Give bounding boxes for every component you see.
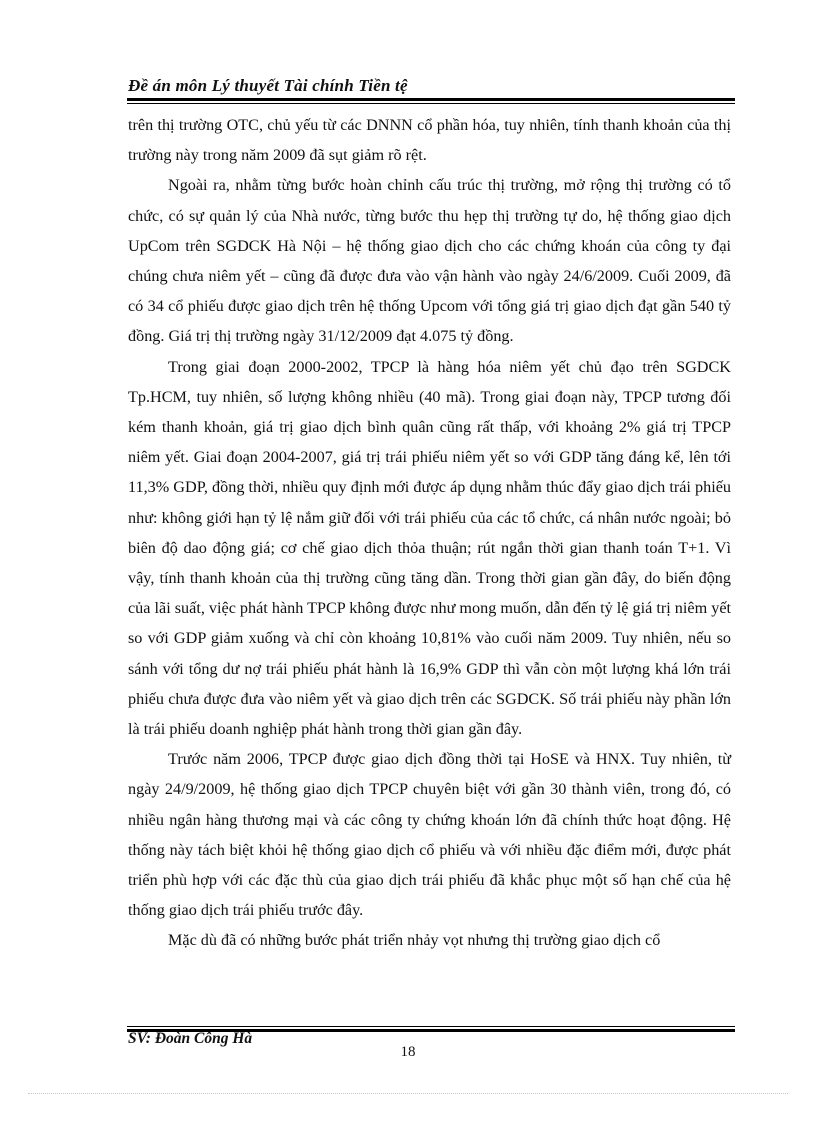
paragraph: trên thị trường OTC, chủ yếu từ các DNNN cổ phần hóa, tuy nhiên, tính thanh khoản của thị trường này trong năm 2009 đã sụt giảm rõ rệt. [128,116,731,165]
footer-rule-thin [127,1026,735,1027]
paragraph: Mặc dù đã có những bước phát triển nhảy vọt nhưng thị trường giao dịch cổ [168,931,661,950]
student-name: SV: Đoàn Công Hà [128,1030,253,1047]
header-rule-thin [127,103,735,104]
header-rule-thick [127,98,735,101]
paragraph: Ngoài ra, nhằm từng bước hoàn chỉnh cấu trúc thị trường, mở rộng thị trường có tổ chức, có sự quản lý của Nhà nước, từng bước thu hẹp thị trường tự do, hệ thống giao dịch UpCom trên SGDCK Hà Nội – hệ thống giao dịch cho các chứng khoán của công ty đại chúng chưa niêm yết – cũng đã được đưa vào vận hành vào ngày 24/6/2009. Cuối 2009, đã có 34 cổ phiếu được giao dịch trên hệ thống Upcom với tổng giá trị giao dịch đạt gần 540 tỷ đồng. Giá trị thị trường ngày 31/12/2009 đạt 4.075 tỷ đồng. [128,176,731,346]
paragraph: Trước năm 2006, TPCP được giao dịch đồng thời tại HoSE và HNX. Tuy nhiên, từ ngày 24/9/2009, hệ thống giao dịch TPCP chuyên biệt với gần 30 thành viên, trong đó, có nhiều ngân hàng thương mại và các công ty chứng khoán lớn đã chính thức hoạt động. Hệ thống này tách biệt khỏi hệ thống giao dịch cổ phiếu và với nhiều đặc điểm mới, được phát triển phù hợp với các đặc thù của giao dịch trái phiếu đã khắc phục một số hạn chế của hệ thống giao dịch trái phiếu trước đây. [128,750,731,920]
page-body [128,110,731,956]
document-title: Đề án môn Lý thuyết Tài chính Tiền tệ [128,76,408,95]
page-edge-divider [28,1093,788,1094]
page-number: 18 [400,1044,416,1060]
paragraph: Trong giai đoạn 2000-2002, TPCP là hàng hóa niêm yết chủ đạo trên SGDCK Tp.HCM, tuy nhiên, số lượng không nhiều (40 mã). Trong giai đoạn này, TPCP tương đối kém thanh khoản, giá trị giao dịch bình quân cũng rất thấp, với khoảng 2% giá trị TPCP niêm yết. Giai đoạn 2004-2007, giá trị trái phiếu niêm yết so với GDP tăng đáng kể, lên tới 11,3% GDP, đồng thời, nhiều quy định mới được áp dụng nhằm thúc đẩy giao dịch trái phiếu như: không giới hạn tỷ lệ nắm giữ đối với trái phiếu của các tổ chức, cá nhân nước ngoài; bỏ biên độ dao động giá; cơ chế giao dịch thỏa thuận; rút ngắn thời gian thanh toán T+1. Vì vậy, tính thanh khoản của thị trường cũng tăng dần. Trong thời gian gần đây, do biến động của lãi suất, việc phát hành TPCP không được như mong muốn, dẫn đến tỷ lệ giá trị niêm yết so với GDP giảm xuống và chỉ còn khoảng 10,81% vào cuối năm 2009. Tuy nhiên, nếu so sánh với tổng dư nợ trái phiếu phát hành là 16,9% GDP thì vẫn còn một lượng khá lớn trái phiếu chưa được đưa vào niêm yết và giao dịch trên các SGDCK. Số trái phiếu này phần lớn là trái phiếu doanh nghiệp phát hành trong thời gian gần đây. [128,357,731,739]
